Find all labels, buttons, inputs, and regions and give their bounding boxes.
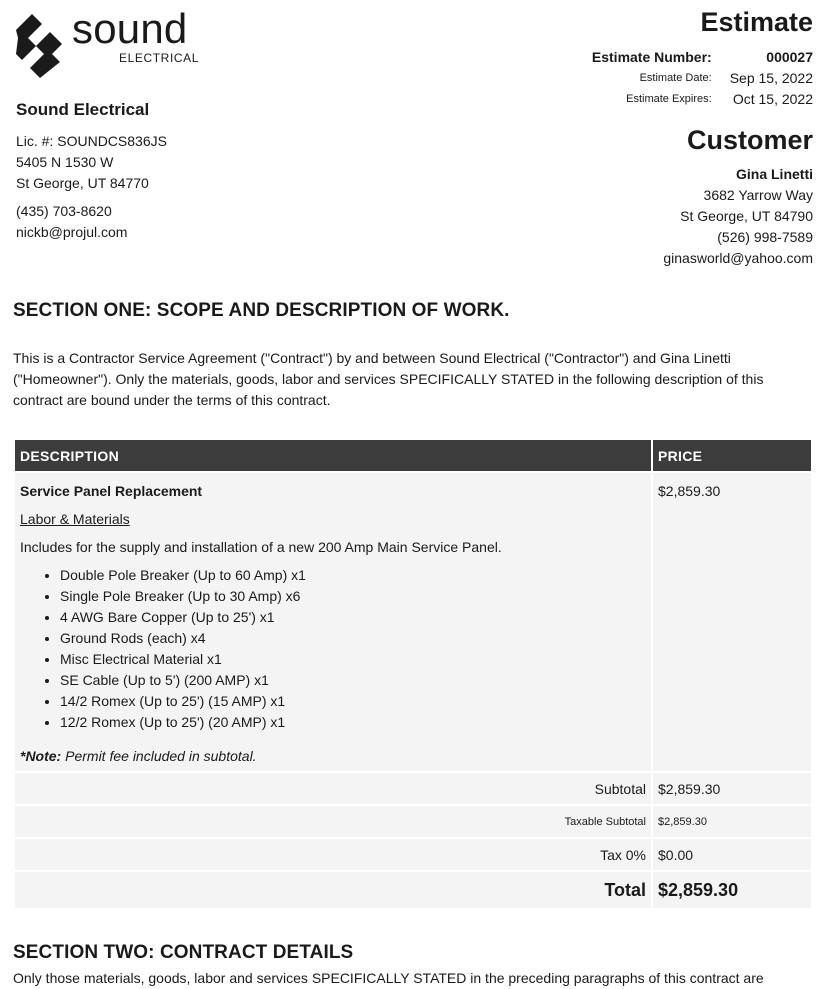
item-description: Includes for the supply and installation of a new 200 Amp Main Service Panel. (20, 539, 502, 555)
customer-name: Gina Linetti (736, 166, 813, 182)
subtotal-label: Subtotal (15, 773, 651, 804)
section-one-heading: SECTION ONE: SCOPE AND DESCRIPTION OF WORK. (13, 300, 510, 321)
list-item: • Double Pole Breaker (Up to 60 Amp) x1 (60, 565, 646, 586)
company-license: Lic. #: SOUNDCS836JS (16, 133, 167, 149)
section-two-text: Only those materials, goods, labor and services SPECIFICALLY STATED in the preceding paragraphs of this contract are (13, 970, 764, 986)
company-name: Sound Electrical (16, 100, 150, 119)
logo-wordmark: sound (72, 5, 188, 52)
column-header-price: PRICE (653, 440, 811, 471)
total-label: Total (15, 872, 651, 908)
taxable-subtotal-label: Taxable Subtotal (15, 806, 651, 837)
company-logo (16, 5, 216, 82)
item-note-text: Permit fee included in subtotal. (61, 748, 257, 764)
line-items-table (13, 438, 813, 910)
list-item: • 4 AWG Bare Copper (Up to 25') x1 (60, 607, 646, 628)
list-item: • Ground Rods (each) x4 (60, 628, 646, 649)
logo-subtitle: ELECTRICAL (119, 51, 200, 65)
list-item: • 14/2 Romex (Up to 25') (15 AMP) x1 (60, 691, 646, 712)
total-row (15, 872, 811, 908)
table-header-row (15, 440, 811, 471)
item-description-cell (15, 473, 651, 771)
tax-label: Tax 0% (15, 839, 651, 870)
list-item: • 12/2 Romex (Up to 25') (20 AMP) x1 (60, 712, 646, 733)
customer-email: ginasworld@yahoo.com (663, 250, 813, 266)
customer-phone: (526) 998-7589 (717, 229, 813, 245)
company-address-line1: 5405 N 1530 W (16, 154, 114, 170)
estimate-expires: Oct 15, 2022 (732, 90, 813, 107)
company-email: nickb@projul.com (16, 224, 128, 240)
tax-row (15, 839, 811, 870)
estimate-title: Estimate (700, 7, 813, 37)
list-item: • Misc Electrical Material x1 (60, 649, 646, 670)
taxable-subtotal-row (15, 806, 811, 837)
taxable-subtotal-value: $2,859.30 (653, 806, 811, 837)
company-phone: (435) 703-8620 (16, 203, 112, 219)
item-price: $2,859.30 (653, 473, 811, 771)
item-materials-list (20, 565, 646, 733)
customer-address-line2: St George, UT 84790 (680, 208, 813, 224)
list-item: • Single Pole Breaker (Up to 30 Amp) x6 (60, 586, 646, 607)
subtotal-row (15, 773, 811, 804)
total-value: $2,859.30 (653, 872, 811, 908)
estimate-expires-label: Estimate Expires: (626, 92, 712, 105)
customer-info (663, 164, 813, 269)
estimate-date: Sep 15, 2022 (729, 69, 813, 86)
column-header-description: DESCRIPTION (15, 440, 651, 471)
list-item: • SE Cable (Up to 5') (200 AMP) x1 (60, 670, 646, 691)
section-one-text: This is a Contractor Service Agreement ("Contract") by and between Sound Electrical ("Contractor") and Gina Linetti ("Homeowner"). Only the materials, goods, labor and services SPECIFICALLY STATED in the following description of this contract are bound under the terms of this contract. (13, 350, 764, 408)
customer-address-line1: 3682 Yarrow Way (703, 187, 813, 203)
item-note (20, 747, 646, 765)
subtotal-value: $2,859.30 (653, 773, 811, 804)
table-row (15, 473, 811, 771)
item-subtitle: Labor & Materials (20, 511, 130, 527)
customer-heading: Customer (686, 125, 813, 155)
estimate-meta (592, 46, 813, 109)
company-address-line2: St George, UT 84770 (16, 175, 149, 191)
company-info (16, 131, 167, 243)
item-title: Service Panel Replacement (20, 483, 203, 499)
estimate-number: 000027 (766, 48, 813, 65)
estimate-number-label: Estimate Number: (591, 48, 712, 65)
tax-value: $0.00 (653, 839, 811, 870)
item-note-label: *Note: (20, 748, 62, 764)
estimate-date-label: Estimate Date: (639, 71, 712, 84)
sound-logo-icon (16, 14, 64, 78)
section-two-heading: SECTION TWO: CONTRACT DETAILS (13, 942, 354, 963)
